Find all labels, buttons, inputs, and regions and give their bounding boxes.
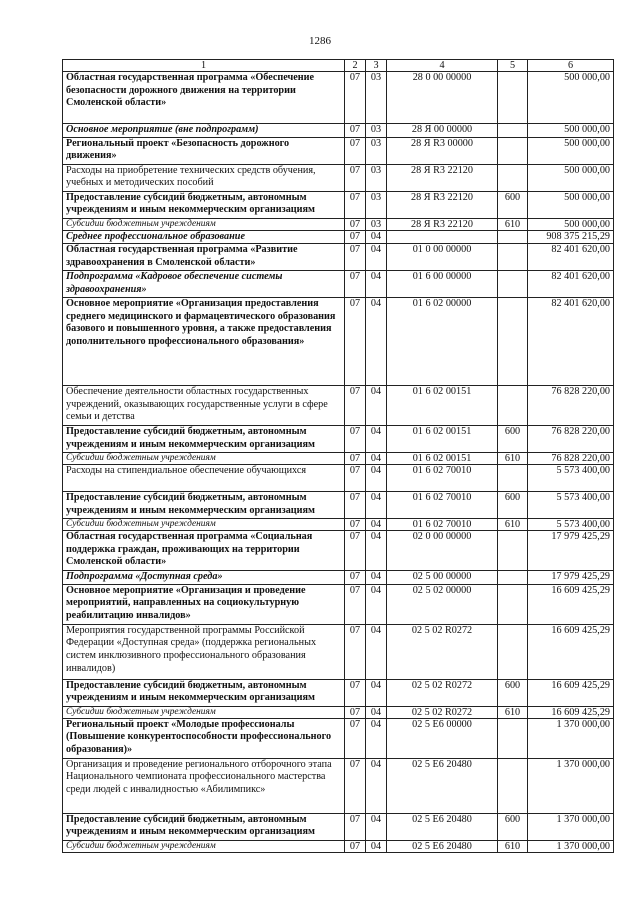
section-code-cell: 07 (345, 679, 366, 706)
subsection-code-cell: 04 (366, 453, 387, 465)
column-header: 4 (387, 60, 498, 72)
amount-cell: 1 370 000,00 (528, 758, 614, 813)
target-article-cell: 28 Я 00 00000 (387, 124, 498, 138)
subsection-code-cell: 04 (366, 244, 387, 271)
table-row (63, 531, 614, 571)
subsection-code-cell: 04 (366, 718, 387, 758)
row-name-cell: Расходы на приобретение технических средств обучения, учебных и методических пособий (63, 164, 345, 191)
column-header: 6 (528, 60, 614, 72)
section-code-cell: 07 (345, 426, 366, 453)
expense-type-cell: 610 (498, 453, 528, 465)
budget-table (62, 59, 614, 853)
target-article-cell: 02 5 02 R0272 (387, 624, 498, 679)
subsection-code-cell: 03 (366, 191, 387, 218)
expense-type-cell (498, 718, 528, 758)
section-code-cell: 07 (345, 72, 366, 124)
table-row (63, 813, 614, 840)
amount-cell: 76 828 220,00 (528, 453, 614, 465)
subsection-code-cell: 04 (366, 386, 387, 426)
amount-cell: 500 000,00 (528, 72, 614, 124)
expense-type-cell (498, 531, 528, 571)
target-article-cell: 01 6 02 00151 (387, 453, 498, 465)
table-row (63, 137, 614, 164)
target-article-cell: 02 0 00 00000 (387, 531, 498, 571)
table-row (63, 72, 614, 124)
row-name-cell: Среднее профессиональное образование (63, 230, 345, 244)
row-name-cell: Предоставление субсидий бюджетным, автономным учреждениям и иным некоммерческим организациям (63, 191, 345, 218)
row-name-cell: Основное мероприятие (вне подпрограмм) (63, 124, 345, 138)
row-name-cell: Субсидии бюджетным учреждениям (63, 218, 345, 230)
expense-type-cell (498, 230, 528, 244)
expense-type-cell (498, 624, 528, 679)
table-row (63, 492, 614, 519)
row-name-cell: Подпрограмма «Доступная среда» (63, 571, 345, 585)
table-row (63, 571, 614, 585)
subsection-code-cell: 03 (366, 72, 387, 124)
subsection-code-cell: 04 (366, 298, 387, 386)
subsection-code-cell: 04 (366, 531, 387, 571)
section-code-cell: 07 (345, 244, 366, 271)
row-name-cell: Субсидии бюджетным учреждениям (63, 519, 345, 531)
section-code-cell: 07 (345, 465, 366, 492)
expense-type-cell (498, 137, 528, 164)
amount-cell: 1 370 000,00 (528, 718, 614, 758)
target-article-cell: 01 6 00 00000 (387, 271, 498, 298)
subsection-code-cell: 04 (366, 571, 387, 585)
target-article-cell: 01 6 02 00151 (387, 386, 498, 426)
subsection-code-cell: 03 (366, 164, 387, 191)
target-article-cell: 01 0 00 00000 (387, 244, 498, 271)
section-code-cell: 07 (345, 718, 366, 758)
section-code-cell: 07 (345, 813, 366, 840)
subsection-code-cell: 03 (366, 137, 387, 164)
target-article-cell (387, 230, 498, 244)
amount-cell: 82 401 620,00 (528, 271, 614, 298)
expense-type-cell (498, 584, 528, 624)
target-article-cell: 28 0 00 00000 (387, 72, 498, 124)
target-article-cell: 02 5 02 R0272 (387, 706, 498, 718)
subsection-code-cell: 04 (366, 519, 387, 531)
row-name-cell: Областная государственная программа «Обеспечение безопасности дорожного движения на территории Смоленской области» (63, 72, 345, 124)
section-code-cell: 07 (345, 706, 366, 718)
table-row (63, 271, 614, 298)
amount-cell: 82 401 620,00 (528, 244, 614, 271)
amount-cell: 500 000,00 (528, 137, 614, 164)
table-row (63, 840, 614, 852)
amount-cell: 5 573 400,00 (528, 492, 614, 519)
amount-cell: 500 000,00 (528, 124, 614, 138)
expense-type-cell (498, 124, 528, 138)
subsection-code-cell: 03 (366, 218, 387, 230)
table-row (63, 679, 614, 706)
column-header: 2 (345, 60, 366, 72)
target-article-cell: 01 6 02 00000 (387, 298, 498, 386)
expense-type-cell (498, 271, 528, 298)
row-name-cell: Субсидии бюджетным учреждениям (63, 453, 345, 465)
expense-type-cell: 610 (498, 218, 528, 230)
table-row (63, 465, 614, 492)
table-row (63, 124, 614, 138)
section-code-cell: 07 (345, 453, 366, 465)
target-article-cell: 02 5 Е6 20480 (387, 813, 498, 840)
subsection-code-cell: 04 (366, 230, 387, 244)
row-name-cell: Организация и проведение регионального отборочного этапа Национального чемпионата профессионального мастерства среди людей с инвалидностью «Абилимпикс» (63, 758, 345, 813)
subsection-code-cell: 04 (366, 492, 387, 519)
row-name-cell: Предоставление субсидий бюджетным, автономным учреждениям и иным некоммерческим организациям (63, 679, 345, 706)
section-code-cell: 07 (345, 137, 366, 164)
row-name-cell: Предоставление субсидий бюджетным, автономным учреждениям и иным некоммерческим организациям (63, 426, 345, 453)
expense-type-cell: 610 (498, 519, 528, 531)
section-code-cell: 07 (345, 519, 366, 531)
target-article-cell: 02 5 02 00000 (387, 584, 498, 624)
subsection-code-cell: 04 (366, 679, 387, 706)
section-code-cell: 07 (345, 124, 366, 138)
subsection-code-cell: 04 (366, 813, 387, 840)
subsection-code-cell: 04 (366, 840, 387, 852)
table-row (63, 758, 614, 813)
expense-type-cell (498, 571, 528, 585)
row-name-cell: Расходы на стипендиальное обеспечение обучающихся (63, 465, 345, 492)
target-article-cell: 02 5 Е6 00000 (387, 718, 498, 758)
section-code-cell: 07 (345, 758, 366, 813)
amount-cell: 82 401 620,00 (528, 298, 614, 386)
amount-cell: 5 573 400,00 (528, 519, 614, 531)
row-name-cell: Подпрограмма «Кадровое обеспечение системы здравоохранения» (63, 271, 345, 298)
subsection-code-cell: 04 (366, 426, 387, 453)
table-row (63, 298, 614, 386)
expense-type-cell (498, 298, 528, 386)
section-code-cell: 07 (345, 218, 366, 230)
section-code-cell: 07 (345, 191, 366, 218)
target-article-cell: 28 Я R3 22120 (387, 218, 498, 230)
table-row (63, 426, 614, 453)
expense-type-cell: 600 (498, 426, 528, 453)
amount-cell: 16 609 425,29 (528, 679, 614, 706)
table-row (63, 706, 614, 718)
target-article-cell: 01 6 02 70010 (387, 492, 498, 519)
subsection-code-cell: 03 (366, 124, 387, 138)
row-name-cell: Обеспечение деятельности областных государственных учреждений, оказывающих государственные услуги в сфере семьи и детства (63, 386, 345, 426)
subsection-code-cell: 04 (366, 465, 387, 492)
target-article-cell: 01 6 02 70010 (387, 519, 498, 531)
section-code-cell: 07 (345, 230, 366, 244)
table-row (63, 453, 614, 465)
target-article-cell: 02 5 Е6 20480 (387, 840, 498, 852)
table-row (63, 191, 614, 218)
section-code-cell: 07 (345, 531, 366, 571)
expense-type-cell: 600 (498, 813, 528, 840)
section-code-cell: 07 (345, 571, 366, 585)
subsection-code-cell: 04 (366, 624, 387, 679)
target-article-cell: 28 Я R3 00000 (387, 137, 498, 164)
section-code-cell: 07 (345, 584, 366, 624)
row-name-cell: Субсидии бюджетным учреждениям (63, 706, 345, 718)
section-code-cell: 07 (345, 624, 366, 679)
expense-type-cell: 610 (498, 706, 528, 718)
row-name-cell: Областная государственная программа «Социальная поддержка граждан, проживающих на территории Смоленской области» (63, 531, 345, 571)
row-name-cell: Основное мероприятие «Организация предоставления среднего медицинского и фармацевтического образования базового и повышенного уровня, а также предоставления дополнительного профессионального образования» (63, 298, 345, 386)
expense-type-cell (498, 244, 528, 271)
table-row (63, 718, 614, 758)
row-name-cell: Основное мероприятие «Организация и проведение мероприятий, направленных на социокультурную реабилитацию инвалидов» (63, 584, 345, 624)
section-code-cell: 07 (345, 164, 366, 191)
table-row (63, 218, 614, 230)
amount-cell: 16 609 425,29 (528, 624, 614, 679)
column-header: 1 (63, 60, 345, 72)
table-row (63, 584, 614, 624)
amount-cell: 16 609 425,29 (528, 706, 614, 718)
subsection-code-cell: 04 (366, 584, 387, 624)
target-article-cell: 28 Я R3 22120 (387, 164, 498, 191)
row-name-cell: Мероприятия государственной программы Российской Федерации «Доступная среда» (поддержка региональных систем инклюзивного профессионального образования инвалидов) (63, 624, 345, 679)
target-article-cell: 02 5 00 00000 (387, 571, 498, 585)
section-code-cell: 07 (345, 271, 366, 298)
amount-cell: 1 370 000,00 (528, 813, 614, 840)
expense-type-cell: 600 (498, 191, 528, 218)
row-name-cell: Региональный проект «Молодые профессионалы (Повышение конкурентоспособности профессионального образования)» (63, 718, 345, 758)
amount-cell: 1 370 000,00 (528, 840, 614, 852)
section-code-cell: 07 (345, 298, 366, 386)
page-number: 1286 (309, 35, 331, 47)
row-name-cell: Региональный проект «Безопасность дорожного движения» (63, 137, 345, 164)
expense-type-cell (498, 465, 528, 492)
expense-type-cell (498, 386, 528, 426)
amount-cell: 500 000,00 (528, 164, 614, 191)
column-header: 5 (498, 60, 528, 72)
row-name-cell: Предоставление субсидий бюджетным, автономным учреждениям и иным некоммерческим организациям (63, 492, 345, 519)
expense-type-cell (498, 72, 528, 124)
row-name-cell: Субсидии бюджетным учреждениям (63, 840, 345, 852)
amount-cell: 500 000,00 (528, 218, 614, 230)
table-row (63, 230, 614, 244)
amount-cell: 17 979 425,29 (528, 531, 614, 571)
subsection-code-cell: 04 (366, 758, 387, 813)
row-name-cell: Предоставление субсидий бюджетным, автономным учреждениям и иным некоммерческим организациям (63, 813, 345, 840)
amount-cell: 17 979 425,29 (528, 571, 614, 585)
section-code-cell: 07 (345, 492, 366, 519)
target-article-cell: 02 5 Е6 20480 (387, 758, 498, 813)
section-code-cell: 07 (345, 840, 366, 852)
expense-type-cell: 600 (498, 492, 528, 519)
table-row (63, 164, 614, 191)
amount-cell: 76 828 220,00 (528, 426, 614, 453)
expense-type-cell: 610 (498, 840, 528, 852)
expense-type-cell (498, 164, 528, 191)
expense-type-cell (498, 758, 528, 813)
subsection-code-cell: 04 (366, 706, 387, 718)
row-name-cell: Областная государственная программа «Развитие здравоохранения в Смоленской области» (63, 244, 345, 271)
target-article-cell: 01 6 02 00151 (387, 426, 498, 453)
target-article-cell: 02 5 02 R0272 (387, 679, 498, 706)
header-row (63, 60, 614, 72)
amount-cell: 5 573 400,00 (528, 465, 614, 492)
table-row (63, 519, 614, 531)
table-row (63, 244, 614, 271)
column-header: 3 (366, 60, 387, 72)
amount-cell: 908 375 215,29 (528, 230, 614, 244)
table-row (63, 624, 614, 679)
amount-cell: 500 000,00 (528, 191, 614, 218)
subsection-code-cell: 04 (366, 271, 387, 298)
amount-cell: 76 828 220,00 (528, 386, 614, 426)
target-article-cell: 01 6 02 70010 (387, 465, 498, 492)
table-row (63, 386, 614, 426)
section-code-cell: 07 (345, 386, 366, 426)
target-article-cell: 28 Я R3 22120 (387, 191, 498, 218)
expense-type-cell: 600 (498, 679, 528, 706)
amount-cell: 16 609 425,29 (528, 584, 614, 624)
